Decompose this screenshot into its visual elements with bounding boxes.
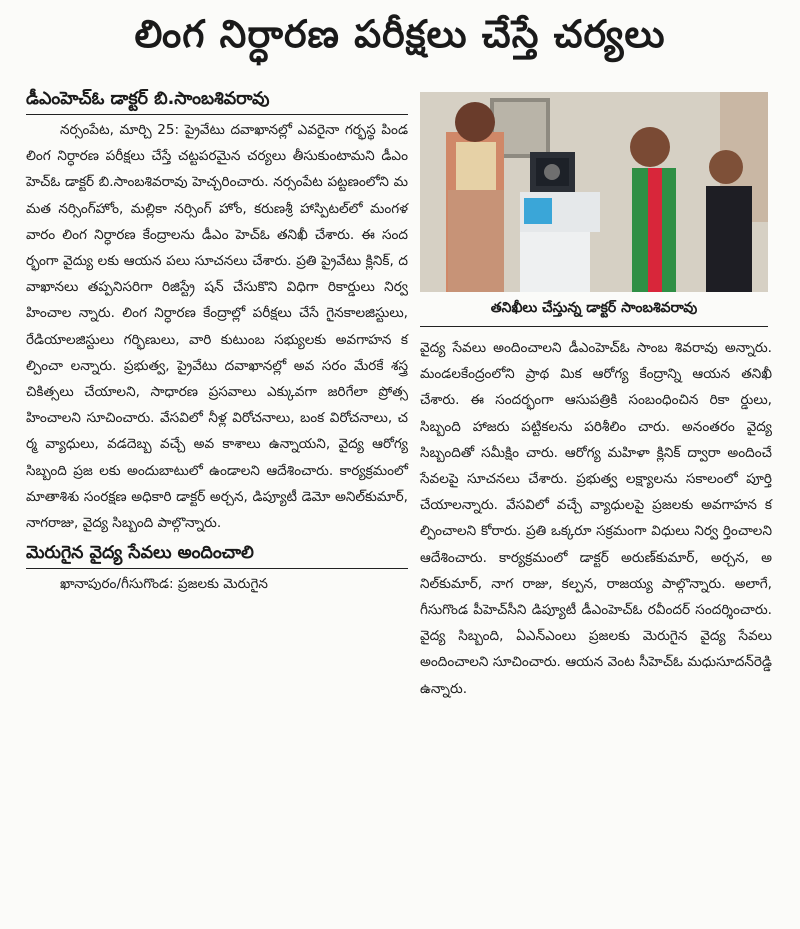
inspection-photo <box>420 92 768 292</box>
photo-caption: తనిఖీలు చేస్తున్న డాక్టర్ సాంబశివరావు <box>420 292 768 327</box>
article-paragraph-left-2: ఖానాపురం/గీసుగొండ: ప్రజలకు మెరుగైన <box>60 576 268 593</box>
article-paragraph-left: నర్సంపేట, మార్చి 25: ప్రైవేటు దవాఖానల్లో ఎవరైనా గర్భస్థ పిండ లింగ నిర్ధారణ పరీక్షలు చేస్తే చట్టపరమైన చర్యలు తీసుకుంటామని డీఎం హెచ్ఓ డాక్టర్ బి.సాంబశివరావు హెచ్చరించారు. నర్సంపేట పట్టణంలోని మమత నర్సింగ్‌హోం, మల్లికా నర్సింగ్ హోం, కరుణశ్రీ హాస్పిటల్‌లో మంగళవారం లింగ నిర్ధారణ కేంద్రాలను డీఎం హెచ్ఓ తనిఖీ చేశారు. ఈ సందర్భంగా వైద్యు లకు ఆయన పలు సూచనలు చేశారు. ప్రతి ప్రైవేటు క్లినిక్, దవాఖానలు తప్పనిసరిగా రిజిస్ట్రే షన్ చేసుకొని విధిగా రికార్డులు నిర్వహించాల న్నారు. లింగ నిర్ధారణ కేంద్రాల్లో పరీక్షలు చేసే గైనకాలజిస్టులు, రేడియాలజిస్టులు గర్భిణులు, వారి కుటుంబ సభ్యులకు అవగాహన కల్పించా లన్నారు. ప్రభుత్వ, ప్రైవేటు దవాఖానల్లో అవ సరం మేరకే శస్త్రచికిత్సలు చేయాలని, సాధారణ ప్రసవాలు ఎక్కువగా జరిగేలా ప్రోత్సహించాలని సూచించారు. వేసవిలో నీళ్ల విరోచనాలు, బంక విరోచనాలు, చర్మ వ్యాధులు, వడదెబ్బ వచ్చే అవ కాశాలు ఉన్నాయని, వైద్య ఆరోగ్య సిబ్బంది ప్రజ లకు అందుబాటులో ఉండాలని ఆదేశించారు. కార్యక్రమంలో మాతాశిశు సంరక్షణ అధికారి డాక్టర్ అర్చన, డిప్యూటీ డెమో అనిల్‌కుమార్, నాగరాజు, వైద్య సిబ్బంది పాల్గొన్నారు. <box>26 122 408 532</box>
left-column <box>26 86 408 597</box>
subheadline-dmho: డీఎంహెచ్ఓ డాక్టర్ బి.సాంబశివరావు <box>26 86 408 115</box>
subheadline-better-services: మెరుగైన వైద్య సేవలు అందించాలి <box>26 540 408 569</box>
right-column <box>420 92 772 702</box>
inspection-photo-illustration <box>420 92 768 292</box>
headline: లింగ నిర్ధారణ పరీక్షలు చేస్తే చర్యలు <box>134 12 666 56</box>
article-paragraph-right: వైద్య సేవలు అందించాలని డీఎంహెచ్ఓ సాంబ శివరావు అన్నారు. మండలకేంద్రంలోని ప్రాథ మిక ఆరోగ్య కేంద్రాన్ని ఆయన తనిఖీ చేశారు. ఈ సందర్భంగా ఆసుపత్రికి సంబంధించిన రికా ర్డులు, సిబ్బంది హాజరు పట్టికలను పరిశీలిం చారు. అనంతరం వైద్య సిబ్బందితో సమీక్షిం చారు. ఆరోగ్య మహిళా క్లినిక్ ద్వారా అందించే సేవలపై సూచనలు చేశారు. ప్రభుత్వ లక్ష్యాలను సకాలంలో పూర్తి చేయాలన్నారు. వేసవిలో వచ్చే వ్యాధులపై ప్రజలకు అవగాహన కల్పించాలని కోరారు. ప్రతి ఒక్కరూ సక్రమంగా విధులు నిర్వ ర్తించాలని ఆదేశించారు. కార్యక్రమంలో డాక్టర్ అరుణ్‌కుమార్, అర్చన, అనిల్‌కుమార్, నాగ రాజు, కల్పన, రాజయ్య పాల్గొన్నారు. అలాగే, గీసుగొండ పీహెచ్‌సీని డిప్యూటీ డీఎంహెచ్ఓ రవీందర్ సందర్శించారు. వైద్య సిబ్బంది, ఏఎన్‌ఎంలు ప్రజలకు మెరుగైన వైద్య సేవలు అందించాలని సూచించారు. ఆయన వెంట సీహెచ్ఓ మధుసూదన్‌రెడ్డి ఉన్నారు. <box>420 340 772 697</box>
